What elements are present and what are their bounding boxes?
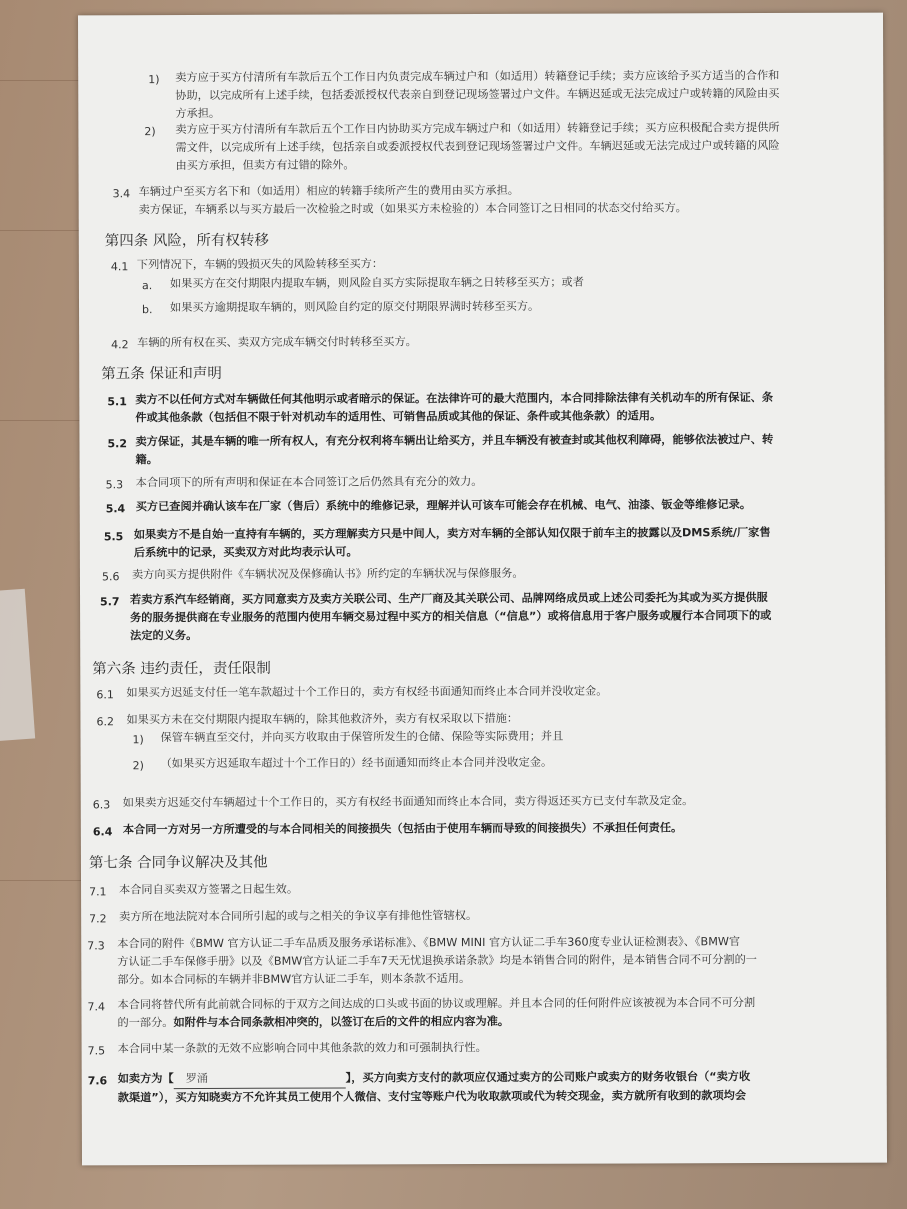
item-number: 1) [148, 73, 160, 87]
clause-text: 买方已查阅并确认该车在厂家（售后）系统中的维修记录，理解并认可该车可能会存在机械、电气、油漆、钣金等维修记录。 [135, 498, 752, 514]
section-heading: 第七条 合同争议解决及其他 [88, 854, 268, 872]
clause-number: 4.2 [111, 338, 129, 352]
clause-text: 如果买方迟延支付任一笔车款超过十个工作日的，卖方有权经书面通知而终止本合同并没收定金。 [126, 684, 608, 700]
clause-text: 若卖方系汽车经销商，买方同意卖方及卖方关联公司、生产厂商及其关联公司、品牌网络成员或上述公司委托为其或为买方提供服 务的服务提供商在专业服务的范围内使用车辆交易过程中买方的相关信息（“信息”）或将信息用于客户服务或履行本合同项下的或 法定的义务。 [130, 591, 772, 643]
clause-text: 卖方应于买方付清所有车款后五个工作日内协助买方完成车辆过户和（如适用）转籍登记手续；买方应积极配合卖方提供所 需文件，以完成所有上述手续，包括亲自或委派授权代表到登记现场签署过户文件。车辆迟延或无法完成过户或转籍的风险 由买方承担，但卖方有过错的除外。 [175, 120, 780, 173]
item-number: 1) [132, 733, 144, 747]
item-number: 2) [132, 759, 144, 773]
clause-text: （如果买方迟延取车超过十个工作日的）经书面通知而终止本合同并没收定金。 [160, 755, 553, 771]
clause-text: 如果卖方不是自始一直持有车辆的，买方理解卖方只是中间人，卖方对车辆的全部认知仅限于前车主的披露以及DMS系统/厂家售 后系统中的记录，买卖双方对此均表示认可。 [133, 525, 771, 560]
clause-number: 5.5 [103, 530, 124, 544]
clause-text: 本合同中某一条款的无效不应影响合同中其他条款的效力和可强制执行性。 [117, 1040, 487, 1056]
seller-name-fill: 罗涌 [174, 1069, 346, 1089]
background-paper-edge [0, 589, 35, 741]
clause-text: 本合同项下的所有声明和保证在本合同签订之后仍然具有充分的效力。 [135, 474, 483, 490]
clause-number: 6.3 [92, 798, 111, 812]
clause-number: 6.4 [92, 825, 113, 839]
section-heading: 第五条 保证和声明 [101, 365, 222, 383]
clause-text: 保管车辆直至交付，并向买方收取由于保管所发生的仓储、保险等实际费用；并且 [160, 729, 564, 745]
item-number: b. [142, 303, 153, 317]
clause-text: 卖方应于买方付清所有车款后五个工作日内负责完成车辆过户和（如适用）转籍登记手续；卖方应该给予买方适当的合作和 协助，以完成所有上述手续，包括委派授权代表亲自到登记现场签署过户文件。车辆迟延或无法完成过户或转籍的风险由买 方承担。 [175, 68, 780, 121]
clause-text: 卖方保证，其是车辆的唯一所有权人，有充分权利将车辆出让给买方，并且车辆没有被查封或其他权利障碍，能够依法被过户、转 籍。 [135, 432, 774, 467]
item-number: 2) [144, 125, 156, 139]
clause-number: 5.6 [101, 570, 120, 584]
clause-number: 6.2 [96, 715, 114, 729]
clause-text: 下列情况下，车辆的毁损灭失的风险转移至买方： [136, 257, 384, 272]
clause-number: 7.5 [87, 1044, 106, 1058]
clause-text: 车辆过户至买方名下和（如适用）相应的转籍手续所产生的费用由买方承担。 卖方保证，车辆系以与买方最后一次检验之时或（如果买方未检验的）本合同签订之日相同的状态交付给买方。 [138, 183, 687, 217]
clause-text: 卖方所在地法院对本合同所引起的或与之相关的争议享有排他性管辖权。 [119, 909, 478, 924]
item-number: a. [141, 279, 153, 293]
clause-number: 5.7 [100, 595, 120, 609]
clause-text: 本合同的附件《BMW 官方认证二手车品质及服务承诺标准》、《BMW MINI 官方认证二手车360度专业认证检测表》、《BMW官 方认证二手车保修手册》以及《BMW官方认证二手车7天无忧退换承诺条款》均是本销售合同的附件，是本销售合同不可分割的一 部分。如本合同标的车辆并非BMW官方认证二手车，则本条款不适用。 [117, 935, 757, 987]
clause-number: 4.1 [110, 260, 129, 274]
clause-text: 本合同自买卖双方签署之日起生效。 [119, 882, 299, 897]
clause-text: 卖方向买方提供附件《车辆状况及保修确认书》所约定的车辆状况与保修服务。 [131, 566, 524, 582]
clause-number: 7.6 [87, 1074, 108, 1088]
clause-text: 如果卖方迟延交付车辆超过十个工作日的，买方有权经书面通知而终止本合同，卖方得返还买方已支付车款及定金。 [122, 794, 694, 810]
section-heading: 第四条 风险，所有权转移 [104, 232, 269, 250]
clause-number: 3.4 [112, 187, 131, 201]
clause-number: 7.2 [89, 912, 107, 926]
clause-number: 7.3 [87, 939, 105, 953]
clause-number: 7.4 [87, 1000, 105, 1014]
contract-page [78, 13, 887, 1166]
clause-text: 如果买方未在交付期限内提取车辆的，除其他救济外，卖方有权采取以下措施： [126, 711, 519, 727]
clause-number: 7.1 [89, 885, 107, 899]
section-heading: 第六条 违约责任，责任限制 [92, 660, 271, 678]
clause-number: 5.2 [107, 437, 128, 451]
clause-number: 6.1 [96, 688, 114, 702]
clause-text: 如果买方逾期提取车辆的，则风险自约定的原交付期限界满时转移至买方。 [169, 299, 540, 315]
clause-number: 5.1 [107, 395, 127, 409]
clause-text: 如卖方为【 罗涌 】，买方向卖方支付的款项应仅通过卖方的公司账户或卖方的财务收银台（“卖方收 款渠道”），买方知晓卖方不允许其员工使用个人微信、支付宝等账户代为收取款项或代为转交现金，卖方就所有收到的款项均会 [117, 1070, 751, 1105]
clause-text: 如果买方在交付期限内提取车辆，则风险自买方实际提取车辆之日转移至买方；或者 [169, 275, 584, 291]
clause-text: 本合同将替代所有此前就合同标的于双方之间达成的口头或书面的协议或理解。并且本合同的任何附件应该被视为本合同不可分割 的一部分。如附件与本合同条款相冲突的，以签订在后的文件的相应内容为准。 [117, 996, 756, 1030]
clause-text: 本合同一方对另一方所遭受的与本合同相关的间接损失（包括由于使用车辆而导致的间接损失）不承担任何责任。 [122, 821, 683, 837]
clause-number: 5.4 [105, 502, 126, 516]
clause-number: 5.3 [105, 478, 124, 492]
clause-text: 车辆的所有权在买、卖双方完成车辆交付时转移至买方。 [137, 335, 417, 350]
clause-text: 卖方不以任何方式对车辆做任何其他明示或者暗示的保证。在法律许可的最大范围内，本合同排除法律有关机动车的所有保证、条 件或其他条款（包括但不限于针对机动车的适用性、可销售品质或其他的保证、条件或其他条款）的适用。 [135, 390, 774, 425]
